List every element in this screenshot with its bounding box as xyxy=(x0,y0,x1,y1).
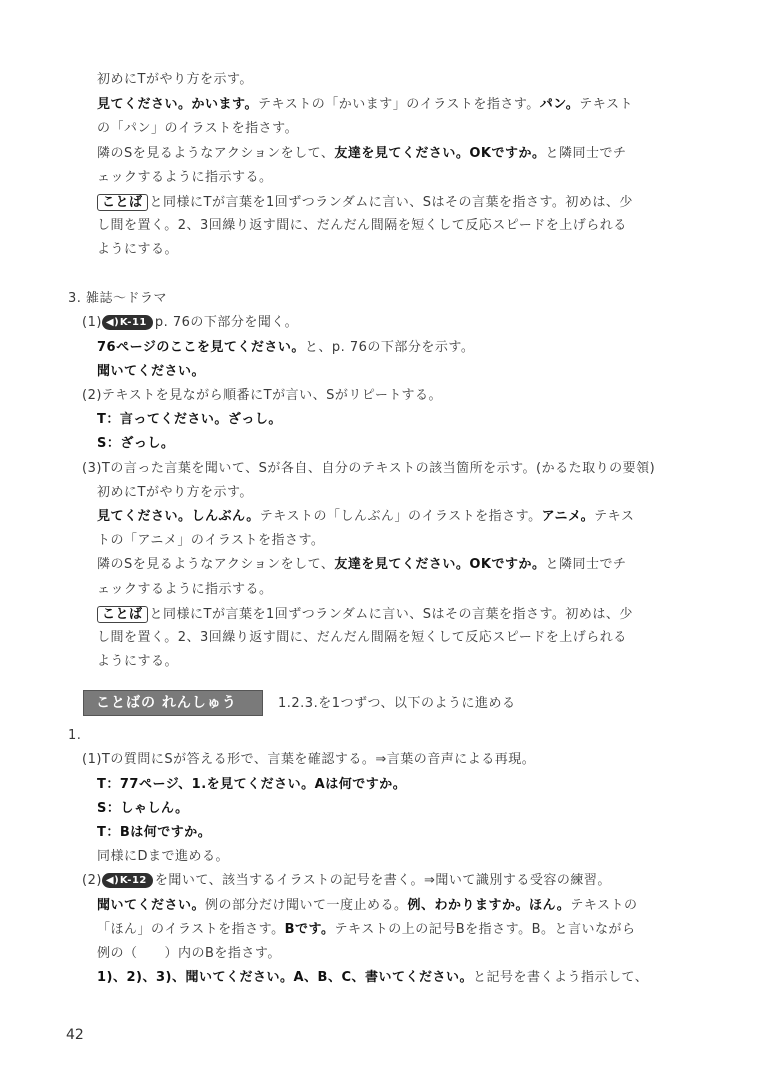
text-line: (2)テキストを見ながら順番にTが言い、Sがリピートする。 xyxy=(82,388,442,403)
text-line: ことば と同様にTが言葉を1回ずつランダムに言い、Sはその言葉を指さす。初めは、少 xyxy=(97,606,633,623)
text-line: トの「アニメ」のイラストを指さす。 xyxy=(97,533,325,548)
text-line: 1)、2)、3)、聞いてください。A、B、C、書いてください。と記号を書くよう指示して、 xyxy=(97,970,649,985)
practice-heading: ことばの れんしゅう xyxy=(83,690,263,716)
audio-track-badge[interactable]: ◀)K-12 xyxy=(102,873,153,888)
text-line: T：Bは何ですか。 xyxy=(97,825,212,840)
text-line: ことば と同様にTが言葉を1回ずつランダムに言い、Sはその言葉を指さす。初めは、少 xyxy=(97,194,633,211)
page-number: 42 xyxy=(66,1027,84,1043)
text-line: ようにする。 xyxy=(97,654,179,669)
text-line: 隣のSを見るようなアクションをして、友達を見てください。OKですか。と隣同士でチ xyxy=(97,557,627,572)
text-line: (3)Tの言った言葉を聞いて、Sが各自、自分のテキストの該当箇所を示す。(かるた取りの要領) xyxy=(82,461,656,476)
text-line: (2) ◀)K-12 を聞いて、該当するイラストの記号を書く。⇒聞いて識別する受容の練習。 xyxy=(82,873,611,888)
text-line: の「パン」のイラストを指さす。 xyxy=(97,121,299,136)
text-line: 隣のSを見るようなアクションをして、友達を見てください。OKですか。と隣同士でチ xyxy=(97,146,627,161)
text-line: 「ほん」のイラストを指さす。Bです。テキストの上の記号Bを指さす。B。と言いながら xyxy=(97,922,636,937)
text-line: ェックするように指示する。 xyxy=(97,582,273,597)
kotoba-box: ことば xyxy=(97,606,148,623)
text-line: 初めにTがやり方を示す。 xyxy=(97,72,253,87)
text-line: T：言ってください。ざっし。 xyxy=(97,412,282,427)
text-line: 見てください。しんぶん。テキストの「しんぶん」のイラストを指さす。アニメ。テキス xyxy=(97,509,635,524)
item-number: 1. xyxy=(68,728,82,743)
speaker-icon: ◀) xyxy=(105,875,120,886)
section-title: 3. 雑誌〜ドラマ xyxy=(68,291,168,306)
practice-intro: 1.2.3.を1つずつ、以下のように進める xyxy=(278,696,516,711)
text-line: 例の（ ）内のBを指さす。 xyxy=(97,946,281,961)
text-line: S：ざっし。 xyxy=(97,436,175,451)
text-line: 76ページのここを見てください。と、p. 76の下部分を示す。 xyxy=(97,340,475,355)
kotoba-box: ことば xyxy=(97,194,148,211)
text-line: し間を置く。2、3回繰り返す間に、だんだん間隔を短くして反応スピードを上げられる xyxy=(97,630,627,645)
text-line: (1)Tの質問にSが答える形で、言葉を確認する。⇒言葉の音声による再現。 xyxy=(82,752,536,767)
text-line: ようにする。 xyxy=(97,242,179,257)
text-line: (1) ◀)K-11 p. 76の下部分を聞く。 xyxy=(82,315,299,330)
speaker-icon: ◀) xyxy=(105,317,120,328)
audio-track-badge[interactable]: ◀)K-11 xyxy=(102,315,153,330)
text-line: T：77ページ、1.を見てください。Aは何ですか。 xyxy=(97,777,407,792)
text-line: 聞いてください。 xyxy=(97,364,206,379)
text-line: し間を置く。2、3回繰り返す間に、だんだん間隔を短くして反応スピードを上げられる xyxy=(97,218,627,233)
text-line: 聞いてください。例の部分だけ聞いて一度止める。例、わかりますか。ほん。テキストの xyxy=(97,898,638,913)
text-line: 見てください。かいます。テキストの「かいます」のイラストを指さす。パン。テキスト xyxy=(97,97,633,112)
text-line: 同様にDまで進める。 xyxy=(97,849,230,864)
text-line: 初めにTがやり方を示す。 xyxy=(97,485,253,500)
text-line: S：しゃしん。 xyxy=(97,801,189,816)
text-line: ェックするように指示する。 xyxy=(97,170,273,185)
